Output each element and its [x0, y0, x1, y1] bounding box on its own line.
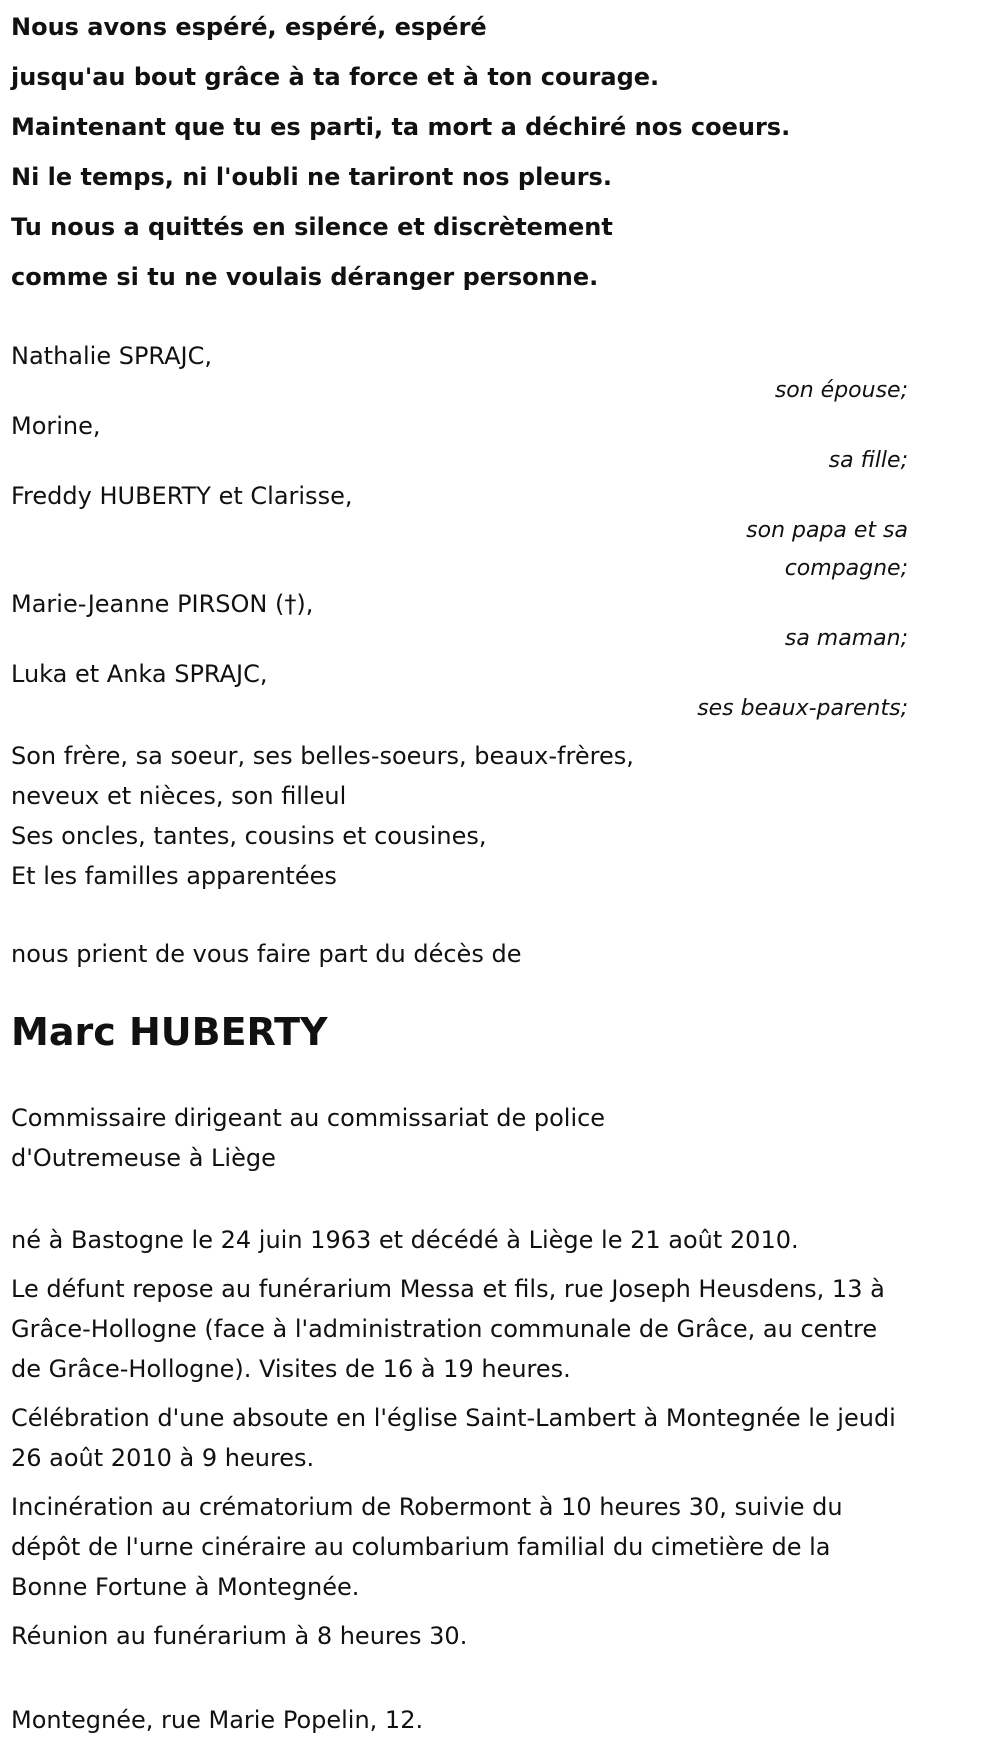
- poem-line: jusqu'au bout grâce à ta force et à ton courage.: [11, 63, 660, 91]
- poem-line: Ni le temps, ni l'oubli ne tariront nos pleurs.: [11, 163, 612, 191]
- family-entry-father: [11, 480, 908, 588]
- poem-line: comme si tu ne voulais déranger personne.: [11, 263, 599, 291]
- funerarium-paragraph: Le défunt repose au funérarium Messa et fils, rue Joseph Heusdens, 13 à Grâce-Hollogne (face à l'administration communale de Grâce, au centre de Grâce-Hollogne). Visites de 16 à 19 heures.: [11, 1275, 885, 1383]
- relatives-line: Ses oncles, tantes, cousins et cousines,: [11, 822, 487, 850]
- relatives: [11, 736, 908, 896]
- family-entry-spouse: [11, 340, 908, 410]
- family-entry-mother: [11, 588, 908, 658]
- relatives-line: Et les familles apparentées: [11, 862, 337, 890]
- family-role: ses beaux-parents;: [697, 696, 908, 721]
- occupation-line: d'Outremeuse à Liège: [11, 1144, 276, 1172]
- meeting-paragraph: Réunion au funérarium à 8 heures 30.: [11, 1622, 468, 1650]
- poem-line: Tu nous a quittés en silence et discrètement: [11, 213, 613, 241]
- occupation-line: Commissaire dirigeant au commissariat de police: [11, 1104, 606, 1132]
- family-role: son papa et sa compagne;: [746, 518, 908, 581]
- family-name: Nathalie SPRAJC,: [11, 342, 213, 370]
- family-name: Marie-Jeanne PIRSON (†),: [11, 590, 314, 618]
- family-entry-in-laws: [11, 658, 908, 728]
- family-entry-daughter: [11, 410, 908, 480]
- family-list: [11, 340, 908, 728]
- ceremony-paragraph: Célébration d'une absoute en l'église Saint-Lambert à Montegnée le jeudi 26 août 2010 à 9 heures.: [11, 1404, 896, 1472]
- family-role: sa fille;: [828, 448, 908, 473]
- poem: [11, 0, 908, 302]
- announcement: nous prient de vous faire part du décès de: [11, 940, 522, 968]
- family-role: sa maman;: [784, 626, 908, 651]
- poem-line: Nous avons espéré, espéré, espéré: [11, 13, 487, 41]
- family-name: Morine,: [11, 412, 101, 440]
- cremation-paragraph: Incinération au crématorium de Robermont à 10 heures 30, suivie du dépôt de l'urne cinéraire au columbarium familial du cimetière de la Bonne Fortune à Montegnée.: [11, 1493, 843, 1601]
- birth-death-paragraph: né à Bastogne le 24 juin 1963 et décédé à Liège le 21 août 2010.: [11, 1226, 799, 1254]
- occupation: [11, 1098, 908, 1178]
- relatives-line: neveux et nièces, son filleul: [11, 782, 347, 810]
- poem-line: Maintenant que tu es parti, ta mort a déchiré nos coeurs.: [11, 113, 791, 141]
- family-role: son épouse;: [774, 378, 908, 403]
- family-name: Luka et Anka SPRAJC,: [11, 660, 268, 688]
- family-address: Montegnée, rue Marie Popelin, 12.: [11, 1706, 424, 1734]
- funeral-details: [11, 1220, 908, 1656]
- relatives-line: Son frère, sa soeur, ses belles-soeurs, beaux-frères,: [11, 742, 634, 770]
- deceased-name: Marc HUBERTY: [11, 1010, 328, 1054]
- family-name: Freddy HUBERTY et Clarisse,: [11, 482, 353, 510]
